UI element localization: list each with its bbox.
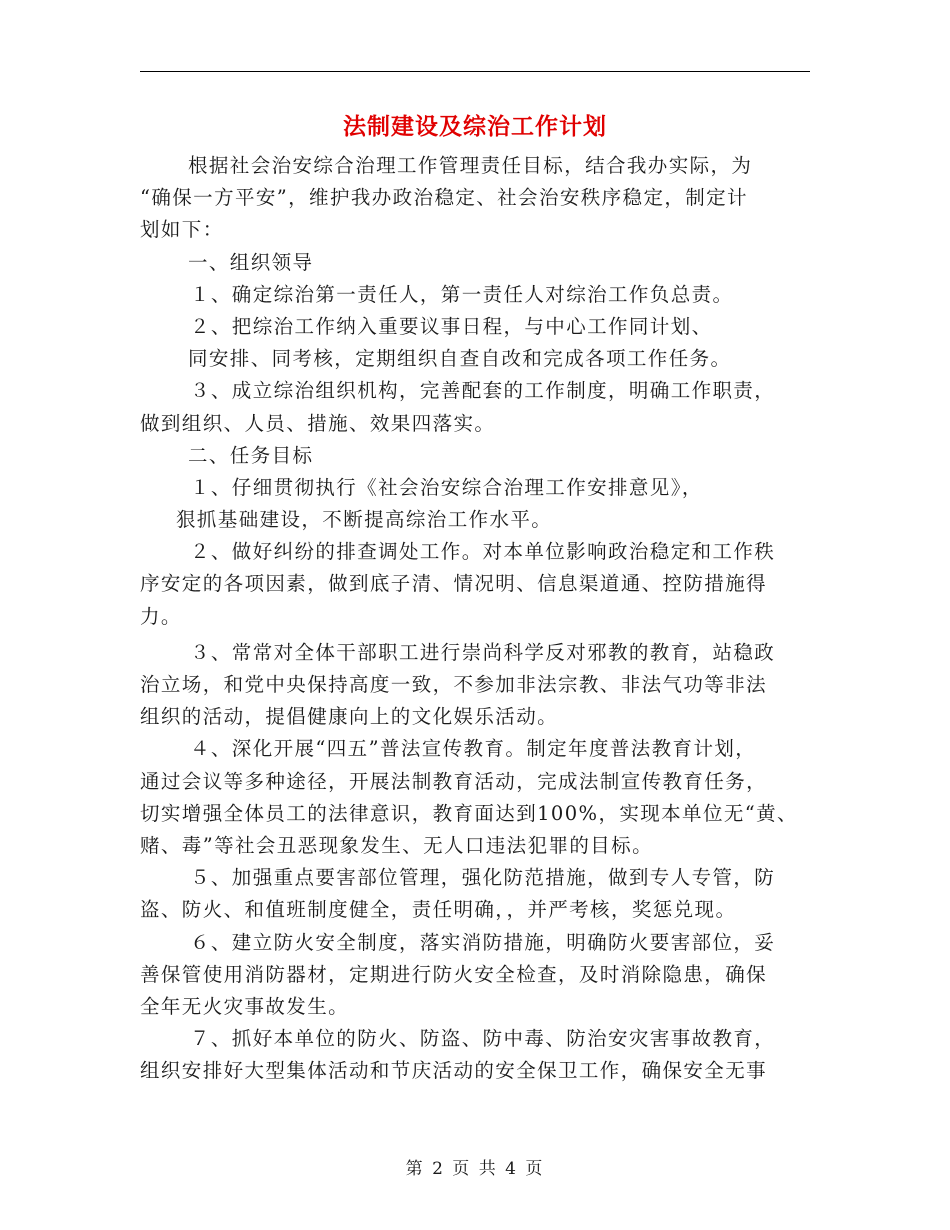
- body-line: “确保一方平安”，维护我办政治稳定、社会治安秩序稳定，制定计: [140, 186, 748, 210]
- body-line: ５、加强重点要害部位管理，强化防范措施，做到专人专管，防: [190, 866, 776, 890]
- body-line: 力。: [140, 604, 182, 628]
- body-line: 做到组织、人员、措施、效果四落实。: [140, 411, 496, 435]
- document-title: 法制建设及综治工作计划: [343, 113, 607, 140]
- body-line: 同安排、同考核，定期组织自查自改和完成各项工作任务。: [188, 347, 732, 371]
- body-line: 切实增强全体员工的法律意识，教育面达到100%，实现本单位无“黄、: [140, 801, 798, 825]
- body-line: １、确定综治第一责任人，第一责任人对综治工作负总责。: [190, 282, 734, 306]
- body-line: 全年无火灾事故发生。: [140, 994, 350, 1018]
- body-line: １、仔细贯彻执行《社会治安综合治理工作安排意见》，: [190, 475, 703, 499]
- document-body: [140, 150, 815, 1087]
- body-line: 根据社会治安综合治理工作管理责任目标，结合我办实际，为: [188, 154, 753, 177]
- section-heading: 一、组织领导: [188, 250, 314, 274]
- body-line: 赌、毒”等社会丑恶现象发生、无人口违法犯罪的目标。: [140, 833, 653, 857]
- body-line: 狠抓基础建设，不断提高综治工作水平。: [176, 508, 553, 532]
- body-line: ２、把综治工作纳入重要议事日程，与中心工作同计划、: [190, 314, 713, 338]
- body-line: 序安定的各项因素，做到底子清、情况明、信息渠道通、控防措施得: [140, 572, 768, 596]
- body-line: 组织的活动，提倡健康向上的文化娱乐活动。: [140, 705, 559, 729]
- header-rule: [140, 71, 810, 72]
- body-line: ４、深化开展“四五”普法宣传教育。制定年度普法教育计划，: [190, 737, 757, 761]
- body-line: 盗、防火、和值班制度健全，责任明确，，并严考核，奖惩兑现。: [140, 898, 737, 922]
- body-line: ３、常常对全体干部职工进行崇尚科学反对邪教的教育，站稳政: [190, 640, 776, 664]
- body-line: ６、建立防火安全制度，落实消防措施，明确防火要害部位，妥: [190, 930, 776, 954]
- body-line: 通过会议等多种途径，开展法制教育活动，完成法制宣传教育任务，: [140, 769, 768, 793]
- body-line: 治立场，和党中央保持高度一致，不参加非法宗教、非法气功等非法: [140, 673, 768, 696]
- body-line: ２、做好纠纷的排查调处工作。对本单位影响政治稳定和工作秩: [190, 540, 776, 564]
- body-line: 善保管使用消防器材，定期进行防火安全检查，及时消除隐患，确保: [140, 962, 768, 986]
- page-number: 第 2 页 共 4 页: [405, 1159, 545, 1179]
- body-line: ３、成立综治组织机构，完善配套的工作制度，明确工作职责，: [190, 379, 776, 403]
- section-heading: 二、任务目标: [188, 443, 314, 467]
- body-line: 组织安排好大型集体活动和节庆活动的安全保卫工作，确保安全无事: [140, 1059, 768, 1083]
- body-line: 划如下：: [140, 218, 224, 242]
- body-line: ７、抓好本单位的防火、防盗、防中毒、防治安灾害事故教育，: [190, 1027, 776, 1051]
